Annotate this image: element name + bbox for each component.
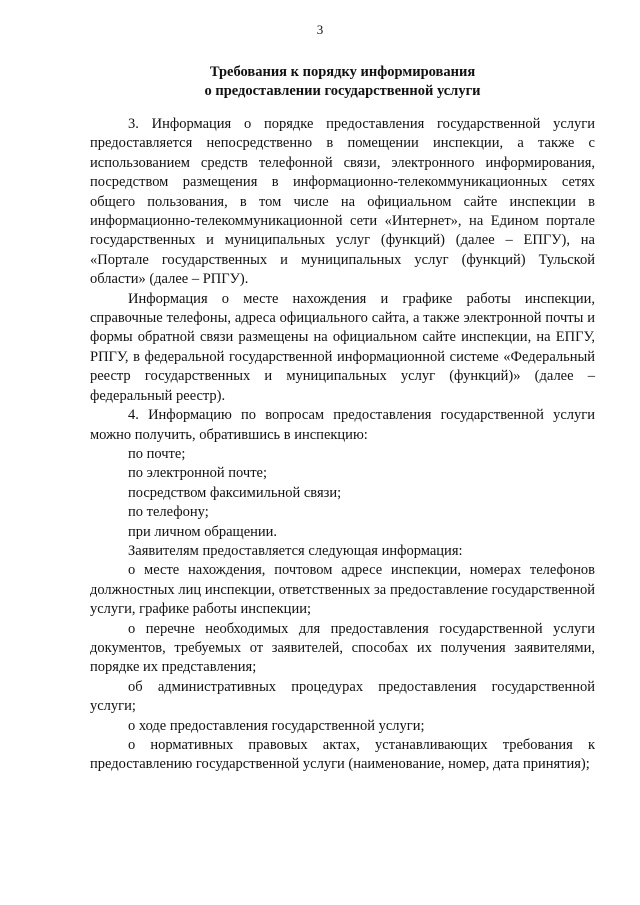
paragraph-location-schedule: Информация о месте нахождения и графике работы инспекции, справочные телефоны, адреса официального сайта, а также электронной почты и формы обратной связи размещены на официальном сайте инспекции, на ЕПГУ, РПГУ, в федеральной государственной информационной системе «Федеральный реестр государственных и муниципальных услуг (функций)» (далее – федеральный реестр). xyxy=(90,290,595,404)
list-item-mail: по почте; xyxy=(128,445,186,462)
document-body xyxy=(90,115,595,775)
page-number: 3 xyxy=(316,22,324,37)
section-title xyxy=(90,63,595,101)
info-item-legal-acts: о нормативных правовых актах, устанавливающих требования к предоставлению государственной услуги (наименование, номер, дата принятия); xyxy=(90,737,595,773)
list-item-fax: посредством факсимильной связи; xyxy=(128,484,342,501)
list-item-phone: по телефону; xyxy=(128,504,209,521)
list-item-email: по электронной почте; xyxy=(128,465,268,482)
info-item-location: о месте нахождения, почтовом адресе инспекции, номерах телефонов должностных лиц инспекции, ответственных за предоставление государственной услуги, графике работы инспекции; xyxy=(90,562,595,618)
paragraph-4-how-to-obtain: 4. Информацию по вопросам предоставления государственной услуги можно получить, обратившись в инспекцию: xyxy=(90,407,595,443)
info-item-progress: о ходе предоставления государственной услуги; xyxy=(128,717,425,734)
list-item-in-person: при личном обращении. xyxy=(128,523,278,540)
info-item-procedures: об административных процедурах предоставления государственной услуги; xyxy=(90,678,595,715)
section-title-line-1: Требования к порядку информирования xyxy=(209,64,476,80)
info-item-documents: о перечне необходимых для предоставления государственной услуги документов, требуемых от заявителей, способах их получения заявителями, порядке их представления; xyxy=(90,620,595,676)
paragraph-3-info-sources: 3. Информация о порядке предоставления государственной услуги предоставляется непосредственно в помещении инспекции, а также с использованием средств телефонной связи, электронного информирования, посредством размещения в информационно-телекоммуникационных сетях общего пользования, в том числе на официальном сайте инспекции в информационно-телекоммуникационной сети «Интернет», на Едином портале государственных и муниципальных услуг (функций) (далее – ЕПГУ), на «Портале государственных и муниципальных услуг (функций) Тульской области» (далее – РПГУ). xyxy=(90,116,595,288)
section-title-line-2: о предоставлении государственной услуги xyxy=(204,83,481,99)
info-intro: Заявителям предоставляется следующая информация: xyxy=(128,542,463,559)
